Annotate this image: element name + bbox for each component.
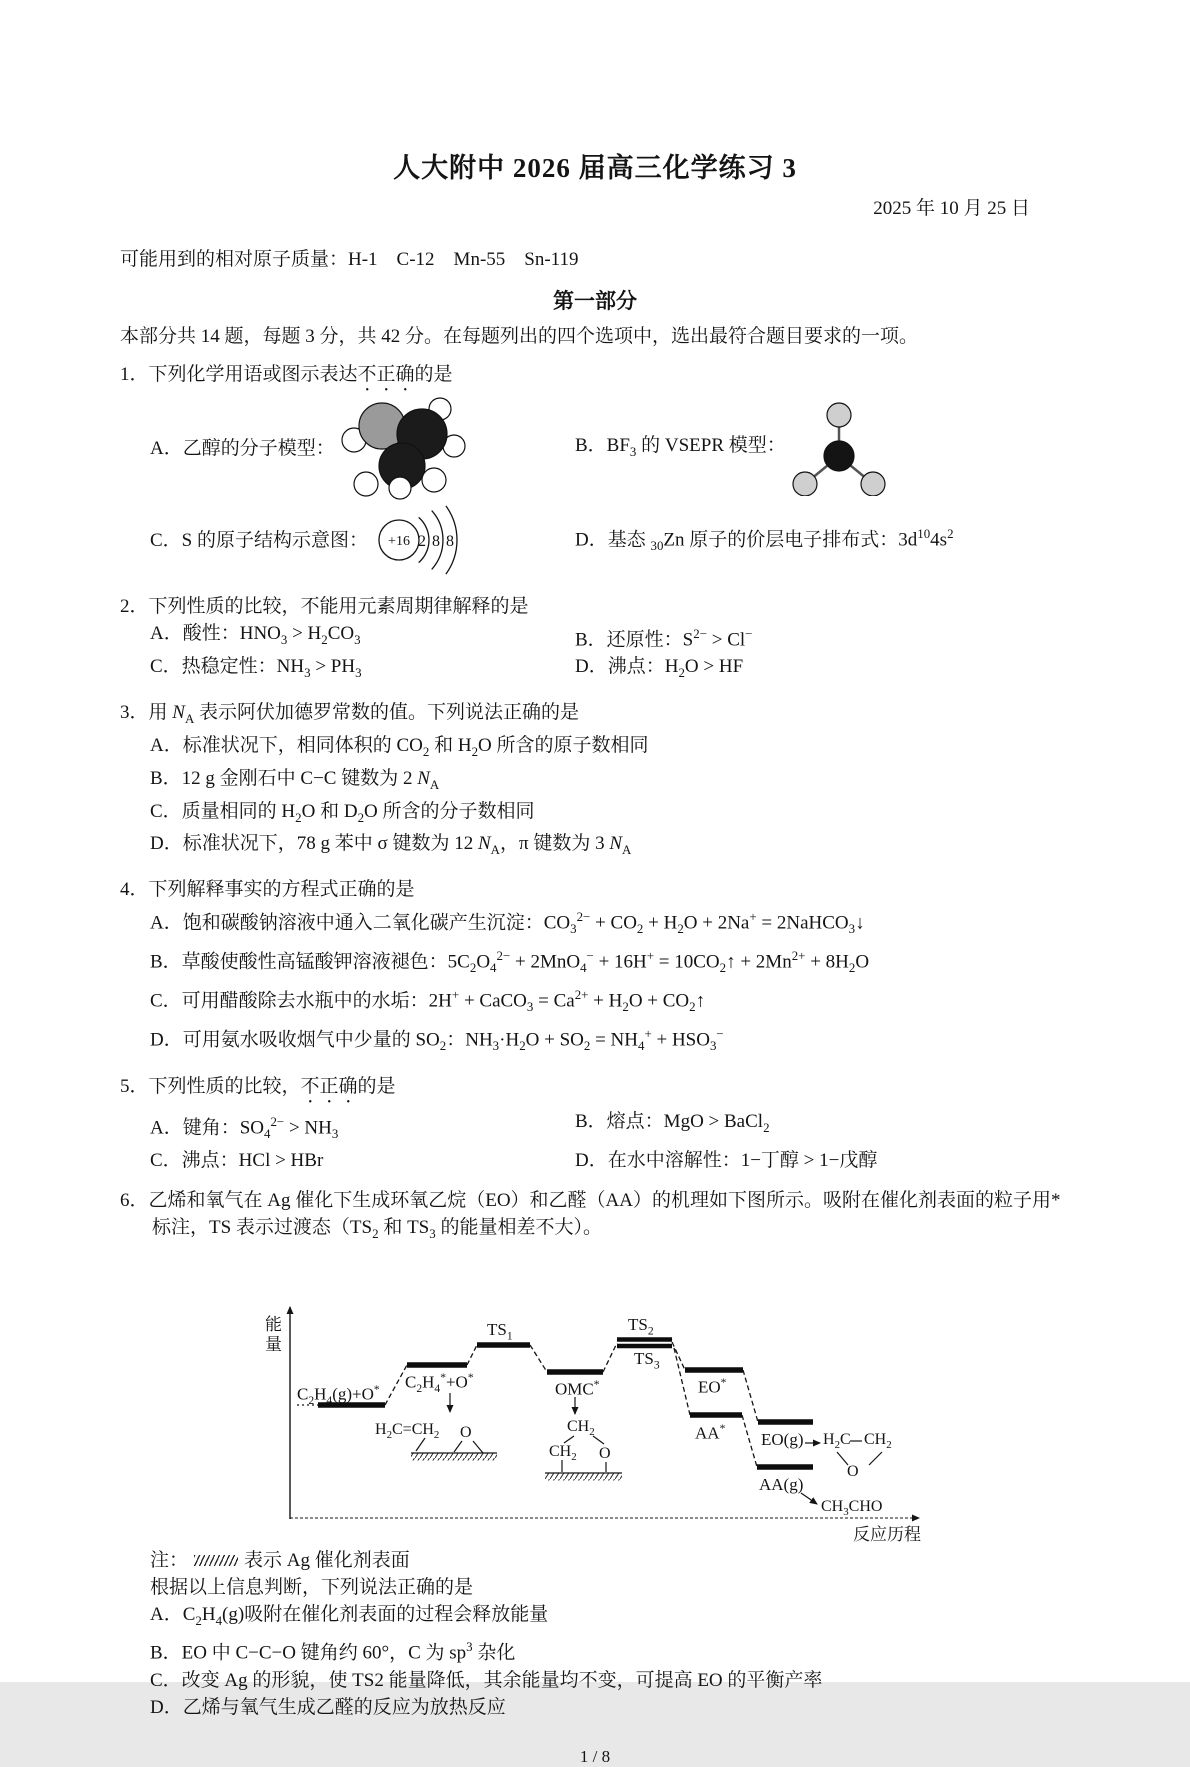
bf3-vsepr-model-image: [791, 400, 887, 496]
diagram-axes: [290, 1307, 919, 1519]
q2-options: [150, 620, 1070, 686]
q3-options: [150, 732, 1070, 863]
shell-2-electrons: 8: [432, 533, 440, 550]
question-4: [120, 876, 1070, 1060]
omc-top-ch2-label: $CH_2$: [567, 1417, 595, 1438]
q6-option-c: C．改变 Ag 的形貌，使 TS2 能量降低，其余能量均不变，可提高 EO 的平衡产率: [150, 1669, 823, 1691]
q5-option-c: C．沸点：HCl > HBr: [150, 1149, 324, 1171]
q5-option-a: A．键角：$SO_4^{2-} > NH_3$: [150, 1113, 339, 1141]
level-eo-gas-label: EO(g): [761, 1429, 804, 1449]
q2-option-b: B．还原性：$S^{2-} > Cl^-$: [575, 626, 753, 651]
level-ts1-label: $TS_1$: [487, 1319, 513, 1342]
epoxide-right-label: $CH_2$: [864, 1430, 892, 1451]
q1-option-b-text: B．$BF_3$ 的 VSEPR 模型：: [575, 434, 786, 459]
ethylene-structure-label: $H_2C=CH_2$: [375, 1420, 440, 1441]
q2-option-c: C．热稳定性：$NH_3 > PH_3$: [150, 656, 362, 681]
q3-option-a: A．标准状况下，相同体积的 $CO_2$ 和 $H_2O$ 所含的原子数相同: [150, 734, 649, 759]
q3-option-b: B．12 g 金刚石中 C−C 键数为 2 $N_A$: [150, 767, 440, 792]
sulfur-nucleus-charge: +16: [388, 534, 410, 549]
ethylene-oxygen-label: O: [460, 1423, 472, 1441]
q1-options-row-2: [150, 500, 1070, 580]
sulfur-atom-structure-image: [373, 500, 493, 580]
ethanol-molecule-model-image: [340, 396, 466, 500]
level-eo-adsorbed-label: EO*: [698, 1375, 727, 1397]
catalyst-surface-hatch-swatch: [194, 1555, 238, 1566]
arrow-to-acetaldehyde: [801, 1493, 817, 1504]
level-omc-label: OMC*: [555, 1377, 600, 1399]
q1-options-row-1: [150, 396, 1070, 500]
q6-judge-line: 根据以上信息判断，下列说法正确的是: [150, 1576, 474, 1598]
q1-option-c: [150, 500, 575, 580]
omc-left-ch2-label: $CH_2$: [549, 1442, 577, 1463]
exam-date: 2025 年 10 月 25 日: [873, 198, 1030, 219]
q6-option-d: D．乙烯与氧气生成乙醛的反应为放热反应: [150, 1696, 506, 1718]
question-3: [120, 699, 1070, 863]
section-intro: 本部分共 14 题，每题 3 分，共 42 分。在每题列出的四个选项中，选出最符合题目要求的一项。: [120, 326, 919, 347]
epoxide-left-label: $H_2C$: [823, 1430, 851, 1451]
q1-stem: 1．下列化学用语或图示表达不正确的是: [120, 364, 453, 385]
q2-stem: 2．下列性质的比较，不能用元素周期律解释的是: [120, 596, 529, 617]
section-title: 第一部分: [553, 289, 637, 313]
q4-option-c: C．可用醋酸除去水瓶中的水垢：2H+ + CaCO$_3$ = $Ca^{2+} + H_2O$ + $CO_2↑$: [150, 987, 706, 1015]
q3-stem: 3．用 $N_A$ 表示阿伏加德罗常数的值。下列说法正确的是: [120, 702, 580, 726]
q5-options: [150, 1108, 1070, 1174]
q6-option-b: B．EO 中 C−C−O 键角约 60°，C 为 $sp^3$ 杂化: [150, 1639, 516, 1664]
page-number: 1 / 8: [579, 1746, 611, 1766]
epoxide-oxygen-label: O: [847, 1462, 859, 1480]
level-adsorbed-label: $C_2H_4^*+O^*$: [405, 1370, 474, 1395]
shell-3-electrons: 8: [446, 533, 454, 550]
q5-option-b: B．熔点：MgO > BaCl$_2$: [575, 1110, 770, 1135]
acetaldehyde-label: $CH_3CHO$: [821, 1497, 883, 1518]
q4-option-b: B．草酸使酸性高锰酸钾溶液褪色：$5C_2O_4^{2-} + 2MnO_4^- + 16H^+$ = $10CO_2↑ + 2Mn^{2+} + 8H_2O$: [150, 948, 870, 976]
omc-oxygen-label: O: [599, 1444, 611, 1462]
shell-1-electrons: 2: [418, 533, 426, 550]
atomic-masses: 可能用到的相对原子质量：H-1 C-12 Mn-55 Sn-119: [120, 249, 579, 270]
q5-stem: 5．下列性质的比较，不正确的是: [120, 1075, 396, 1097]
note-text: 表示 Ag 催化剂表面: [244, 1549, 410, 1571]
q4-option-d: D．可用氨水吸收烟气中少量的 $SO_2$：$NH_3\cdot H_2O + SO_2 = NH_4^+ + HSO_3^-$: [150, 1026, 724, 1054]
reaction-energy-diagram: [225, 1255, 945, 1545]
q1-option-a-text: A．乙醇的分子模型：: [150, 437, 335, 459]
q4-options: [150, 903, 1070, 1060]
q6-options: [150, 1601, 1070, 1721]
q3-option-c: C．质量相同的 $H_2O$ 和 $D_2O$ 所含的分子数相同: [150, 800, 535, 825]
q2-option-a: A．酸性：$HNO_3 > H_2CO_3$: [150, 623, 361, 647]
level-start-label: $C_2H_4(g)+O^*$: [297, 1382, 380, 1407]
note-prefix: 注：: [150, 1549, 189, 1571]
level-ts2-label: $TS_2$: [628, 1314, 654, 1337]
y-axis-label: 能量: [262, 1314, 281, 1355]
question-5: [120, 1073, 1070, 1174]
q4-option-a: A．饱和碳酸钠溶液中通入二氧化碳产生沉淀：$CO_3^{2-} + CO_2 + H_2O + 2Na^+$ = 2NaHCO$_3$↓: [150, 909, 865, 937]
q1-option-d: D．基态 $_{30}$Zn 原子的价层电子排布式：$3d^{10}4s^2$: [575, 526, 954, 554]
q5-option-d: D．在水中溶解性：1−丁醇 > 1−戊醇: [575, 1149, 878, 1171]
question-2: [120, 593, 1070, 686]
q3-option-d: D．标准状况下，78 g 苯中 σ 键数为 12 $N_A$，π 键数为 3 $N_A$: [150, 833, 632, 858]
level-aa-adsorbed-label: AA*: [695, 1421, 726, 1443]
q6-option-a: A．$C_2H_4(g)$吸附在催化剂表面的过程会释放能量: [150, 1603, 549, 1628]
x-axis-label: 反应历程: [853, 1524, 921, 1544]
diagram-note: [150, 1547, 1070, 1574]
q1-option-c-text: C．S 的原子结构示意图：: [150, 529, 368, 551]
level-aa-gas-label: AA(g): [759, 1474, 804, 1494]
q1-option-b: [575, 400, 1070, 496]
q2-option-d: D．沸点：$H_2O$ > HF: [575, 656, 744, 681]
exam-title: 人大附中 2026 届高三化学练习 3: [393, 153, 797, 183]
q1-option-a: [150, 396, 575, 500]
q6-stem: 6．乙烯和氧气在 Ag 催化下生成环氧乙烷（EO）和乙醛（AA）的机理如下图所示。吸附在催化剂表面的粒子用*标注，TS 表示过渡态（$TS_2$ 和 $TS_3$ 的能量相差不大）。: [120, 1189, 1061, 1241]
question-6: [120, 1187, 1070, 1721]
question-1: [120, 361, 1070, 580]
level-ts3-label: $TS_3$: [634, 1348, 660, 1371]
q4-stem: 4．下列解释事实的方程式正确的是: [120, 879, 415, 901]
